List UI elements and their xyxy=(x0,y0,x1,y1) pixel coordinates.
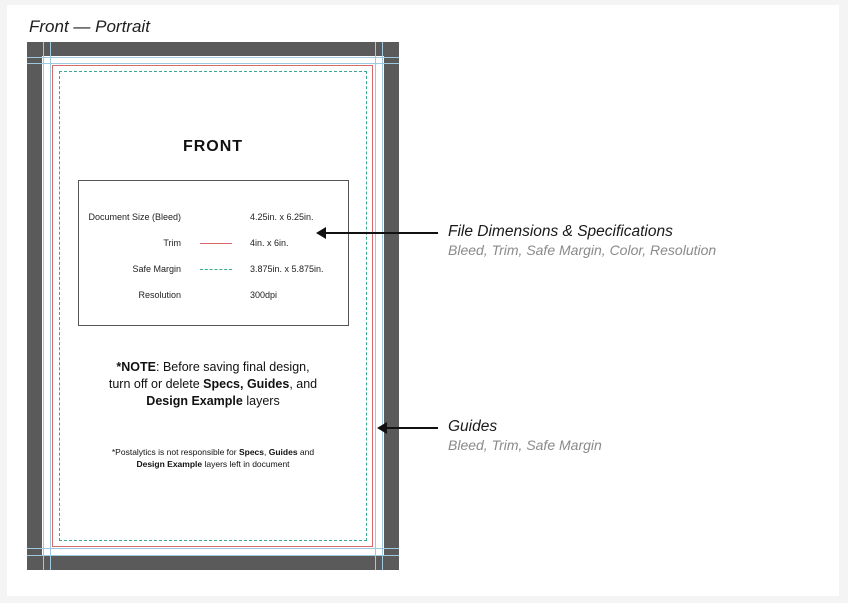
arrow-specs-shaft xyxy=(324,232,438,234)
note-text-1: : Before saving final design, xyxy=(156,360,310,374)
guide-line-top xyxy=(27,57,399,58)
note-line-3 xyxy=(80,393,346,410)
guide-line-right-inner xyxy=(375,42,376,570)
disclaimer-specs: Specs xyxy=(238,447,265,457)
guide-line-right xyxy=(382,42,383,570)
note-layers: layers xyxy=(242,394,280,408)
design-note xyxy=(80,359,346,410)
spec-value-document-size: 4.25in. x 6.25in. xyxy=(250,212,314,222)
annotation-guides-title: Guides xyxy=(448,418,498,435)
spec-label-resolution: Resolution xyxy=(138,290,181,300)
annotation-specs-title: File Dimensions & Specifications xyxy=(448,223,673,240)
trim-swatch xyxy=(200,243,232,244)
note-text-2: turn off or delete xyxy=(108,377,204,391)
spec-value-resolution: 300dpi xyxy=(250,290,278,300)
note-design-example: Design Example xyxy=(146,394,243,408)
guide-line-top-inner xyxy=(27,63,399,64)
disclaimer-comma: , xyxy=(264,447,269,457)
note-comma: , xyxy=(239,377,247,391)
guide-line-left xyxy=(43,42,44,570)
disclaimer-and: and xyxy=(297,447,315,457)
annotation-specs-subtitle: Bleed, Trim, Safe Margin, Color, Resolution xyxy=(448,242,717,258)
spec-label-document-size: Document Size (Bleed) xyxy=(88,212,181,222)
disclaimer-text-1: *Postalytics is not responsible for xyxy=(111,447,239,457)
arrow-guides-shaft xyxy=(385,427,438,429)
note-guides: Guides xyxy=(246,377,290,391)
guide-line-bottom-inner xyxy=(27,548,399,549)
disclaimer xyxy=(80,446,346,470)
disclaimer-guides: Guides xyxy=(268,447,298,457)
note-and: , and xyxy=(289,377,318,391)
guide-line-bottom xyxy=(27,555,399,556)
note-label: NOTE xyxy=(121,360,157,374)
note-line-2 xyxy=(80,376,346,393)
disclaimer-text-2: layers left in document xyxy=(202,459,290,469)
disclaimer-line-1 xyxy=(80,446,346,458)
spec-value-safe-margin: 3.875in. x 5.875in. xyxy=(250,264,324,274)
note-star: * xyxy=(116,360,122,374)
spec-value-trim: 4in. x 6in. xyxy=(250,238,289,248)
annotation-guides-subtitle: Bleed, Trim, Safe Margin xyxy=(448,437,602,453)
spec-label-trim: Trim xyxy=(163,238,181,248)
disclaimer-design-example: Design Example xyxy=(136,459,203,469)
front-title: FRONT xyxy=(182,138,244,155)
note-line-1 xyxy=(80,359,346,376)
safe-margin-swatch xyxy=(200,269,232,270)
disclaimer-line-2 xyxy=(80,458,346,470)
guide-line-left-inner xyxy=(50,42,51,570)
figure-caption: Front — Portrait xyxy=(29,17,150,36)
spec-label-safe-margin: Safe Margin xyxy=(132,264,181,274)
specs-box xyxy=(78,180,349,326)
note-specs: Specs xyxy=(203,377,240,391)
